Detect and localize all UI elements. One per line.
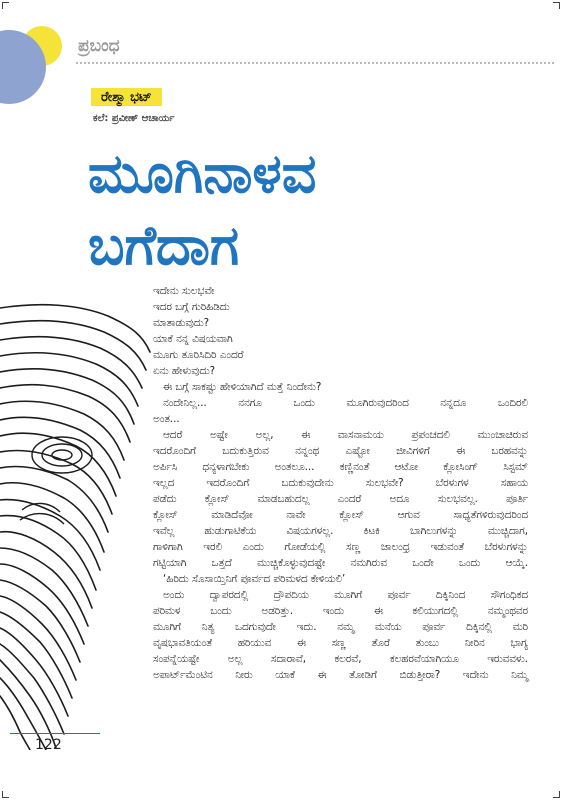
prose-block	[153, 379, 528, 683]
body-line: ಅಂತ...	[153, 413, 180, 425]
header-dotted-rule	[76, 62, 554, 64]
quote-line: ‘ಹಿರಿದು ಸೊಸಾಯ್ತಿನಿಗೆ ಪೂರ್ವದ ಪರಿಮಳದ ಕೇಳಿಯಲಿ’	[163, 573, 346, 585]
body-line: ಅಪಾರ್ಟ್‌ಮೆಂಟಿನ ನೀರು ಯಾಕೆ ಈ ತೋಡಿಗೆ ಬಿಡುತ್ತೀರಾ? ಇದೇನು ನಿಮ್ಮ	[153, 669, 528, 681]
verse-line: ಏನು ಹೇಳುವುದು?	[153, 365, 216, 377]
article-body	[153, 283, 528, 683]
body-line: ವೃಷಭಾವತಿಯಂತೆ ಹರಿಯುವ ಈ ಸಣ್ಣ ತೊರೆ ತುಂಬು ನೀರಿನ ಭಾಗ್ಯ	[153, 637, 528, 649]
verse-line: ಮಾತಾಡುವುದು?	[153, 317, 210, 329]
body-line: ಆದರೆ ಅಷ್ಟೇ ಅಲ್ಲ, ಈ ವಾಸನಾಮಯ ಪ್ರಪಂಚದಲಿ ಮುಂಚಾಚಿರುವ	[163, 429, 528, 441]
crop-mark-top-right	[553, 2, 560, 9]
verse-line: ಯಾಕೆ ನನ್ನ ವಿಷಯವಾಗಿ	[153, 333, 233, 345]
body-line: ಈ ಬಗ್ಗೆ ಸಾಕಷ್ಟು ಹೇಳಿಯಾಗಿದೆ ಮತ್ತೆ ನಿಂದೇನು?	[163, 381, 322, 393]
art-credit: ಕಲೆ: ಪ್ರವೀಣ್ ಆಚಾರ್ಯ	[93, 113, 175, 124]
author-name: ರೇಶ್ಮಾ ಭಟ್	[91, 88, 162, 106]
body-line: ಮೂಗಿಗೆ ನಿತ್ಯ ಒದಗುವುದೇ ಇದು. ನಮ್ಮ ಮನೆಯ ಪೂರ್ವ ದಿಕ್ಕಿನಲ್ಲಿ ಮರಿ	[153, 621, 528, 633]
page-number: 122	[35, 737, 62, 753]
body-line: ಅಂದು ದ್ವಾಪರದಲ್ಲಿ ದ್ರೌಪದಿಯ ಮೂಗಿಗೆ ಪೂರ್ವ ದಿಕ್ಕಿನಿಂದ ಸೌಗಂಧಿಕದ	[163, 589, 528, 601]
body-line: ಸಂಪನ್ನೆಯಷ್ಟೇ ಅಲ್ಲ ಸದಾರಾವೆ, ಕಲರವೆ, ಕಲಹರವೆಯಾಗಿಯೂ ಇರುವವಳು.	[153, 653, 528, 665]
page-number-rule	[10, 733, 100, 734]
body-line: ಇದರೊಂದಿಗೆ ಬದುಕುತ್ತಿರುವ ನನ್ನಂಥ ಎಷ್ಟೋ ಜೀವಿಗಳಿಗೆ ಈ ಬರಹವನ್ನು	[153, 445, 528, 457]
verse-block	[153, 283, 528, 379]
body-line: ಪಡೆದು ಕ್ಲೋಸ್ ಮಾಡಬಹುದಲ್ಲ ಎಂದರೆ ಅದೂ ಸುಲಭವಲ್ಲ. ಪೂರ್ತಿ	[153, 493, 528, 505]
article-title	[88, 138, 316, 282]
body-line: ಗಟ್ಟಿಯಾಗಿ ಒತ್ತದೆ ಮುಚ್ಚಿಕೊಳ್ಳುವುದಷ್ಟೇ ನಮಗಿರುವ ಒಂದೇ ಒಂದು ಆಯ್ಕೆ.	[153, 557, 528, 569]
body-line: ನಂದೇನಿಲ್ಲ... ನನಗೂ ಒಂದು ಮೂಗಿರುವುದರಿಂದ ನನ್ನದೂ ಒಂದಿರಲಿ	[163, 397, 528, 409]
verse-line: ಇದರ ಬಗ್ಗೆ ಗುರಿಹಿಡಿದು	[153, 301, 230, 313]
body-line: ಇಲ್ಲದ ಇದರೊಂದಿಗೆ ಬದುಕುವುದೇನು ಸುಲಭವೇ? ಬೆರಳುಗಳ ಸಹಾಯ	[153, 477, 528, 489]
section-label: ಪ್ರಬಂಧ	[78, 36, 120, 56]
title-line-1: ಮೂಗಿನಾಳವ	[88, 142, 317, 205]
line-art-illustration	[0, 280, 165, 750]
crop-mark-bottom-left	[2, 791, 9, 798]
crop-mark-top-left	[2, 2, 9, 9]
verse-line: ಇದೇನು ಸುಲಭವೇ	[153, 285, 215, 297]
body-line: ಕ್ಲೋಸ್ ಮಾಡಿದೆವೋ ನಾವೇ ಕ್ಲೋಸ್ ಆಗುವ ಸಾಧ್ಯತೆಗಳಿರುವುದರಿಂದ	[153, 509, 528, 521]
body-line: ಗಾಳಿಗಾಗಿ ಇರಲಿ ಎಂದು ಗೋಡೆಯಲ್ಲಿ ಸಣ್ಣ ಜಾಲಂಧ್ರ ಇಡುವಂತೆ ಬೆರಳುಗಳನ್ನು	[153, 541, 528, 553]
verse-line: ಮೂಗು ತೂರಿಸಿದಿರಿ ಎಂದರೆ	[153, 349, 244, 361]
body-line: ಇವೆಲ್ಲ ಹುಡುಗಾಟಿಕೆಯ ವಿಷಯಗಳಲ್ಲ. ಕಿಟಕಿ ಬಾಗಿಲುಗಳನ್ನು ಮುಚ್ಚಿದಾಗ,	[153, 525, 528, 537]
title-line-2: ಬಗೆದಾಗ	[88, 214, 240, 277]
crop-mark-bottom-right	[553, 791, 560, 798]
body-line: ಅರ್ಪಿಸಿ ಧನ್ಯಳಾಗಬೇಕು ಅಂತಲೂ... ಕಣ್ಣಿನಂತೆ ಆಟೋ ಕ್ಲೋಸಿಂಗ್ ಸಿಸ್ಟಮ್	[153, 461, 528, 473]
body-line: ಪರಿಮಳ ಬಂದು ಅಡರಿತ್ತು. ಇಂದು ಈ ಕಲಿಯುಗದಲ್ಲಿ ನಮ್ಮಂಥವರ	[153, 605, 528, 617]
